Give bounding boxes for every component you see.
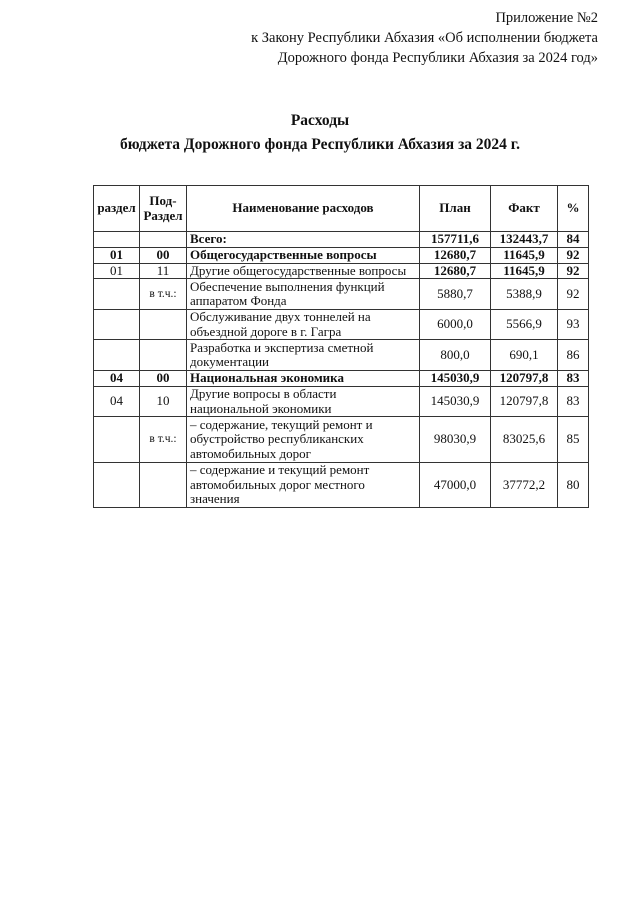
cell-fact: 132443,7 xyxy=(491,232,558,248)
cell-pct: 85 xyxy=(558,417,589,463)
cell-podrazdel: в т.ч.: xyxy=(140,417,187,463)
cell-podrazdel: 11 xyxy=(140,263,187,279)
cell-name: Разработка и экспертиза сметной документации xyxy=(187,340,420,371)
table-row xyxy=(94,417,589,463)
cell-name: – содержание, текущий ремонт и обустройство республиканских автомобильных дорог xyxy=(187,417,420,463)
cell-name: Другие вопросы в области национальной экономики xyxy=(187,387,420,417)
col-header-plan: План xyxy=(420,186,491,232)
cell-fact: 120797,8 xyxy=(491,387,558,417)
cell-fact: 5388,9 xyxy=(491,279,558,310)
col-header-fact: Факт xyxy=(491,186,558,232)
cell-razdel: 01 xyxy=(94,248,140,264)
doc-subtitle: бюджета Дорожного фонда Республики Абхазия за 2024 г. xyxy=(120,136,520,153)
cell-razdel xyxy=(94,232,140,248)
cell-razdel xyxy=(94,463,140,508)
cell-pct: 86 xyxy=(558,340,589,371)
table-header-row xyxy=(94,186,589,232)
appendix-header xyxy=(251,8,598,68)
cell-podrazdel xyxy=(140,310,187,340)
cell-fact: 11645,9 xyxy=(491,248,558,264)
cell-podrazdel xyxy=(140,463,187,508)
cell-pct: 80 xyxy=(558,463,589,508)
cell-pct: 93 xyxy=(558,310,589,340)
table-row xyxy=(94,232,589,248)
appendix-law-line1: к Закону Республики Абхазия «Об исполнении бюджета xyxy=(251,30,598,46)
cell-pct: 83 xyxy=(558,371,589,387)
cell-razdel xyxy=(94,310,140,340)
cell-plan: 145030,9 xyxy=(420,371,491,387)
cell-podrazdel xyxy=(140,232,187,248)
cell-razdel xyxy=(94,340,140,371)
cell-plan: 800,0 xyxy=(420,340,491,371)
cell-pct: 92 xyxy=(558,248,589,264)
cell-name: Общегосударственные вопросы xyxy=(187,248,420,264)
table-row xyxy=(94,340,589,371)
expenses-table xyxy=(93,185,589,508)
cell-fact: 5566,9 xyxy=(491,310,558,340)
cell-pct: 92 xyxy=(558,279,589,310)
cell-fact: 11645,9 xyxy=(491,263,558,279)
cell-plan: 6000,0 xyxy=(420,310,491,340)
col-header-razdel: раздел xyxy=(94,186,140,232)
cell-pct: 84 xyxy=(558,232,589,248)
cell-pct: 83 xyxy=(558,387,589,417)
cell-podrazdel: 10 xyxy=(140,387,187,417)
cell-plan: 5880,7 xyxy=(420,279,491,310)
cell-plan: 145030,9 xyxy=(420,387,491,417)
cell-pct: 92 xyxy=(558,263,589,279)
table-row xyxy=(94,310,589,340)
cell-name: – содержание и текущий ремонт автомобильных дорог местного значения xyxy=(187,463,420,508)
cell-razdel: 01 xyxy=(94,263,140,279)
col-header-name: Наименование расходов xyxy=(187,186,420,232)
table-row xyxy=(94,463,589,508)
cell-razdel xyxy=(94,417,140,463)
col-header-podrazdel: Под-Раздел xyxy=(140,186,187,232)
cell-fact: 37772,2 xyxy=(491,463,558,508)
cell-name: Всего: xyxy=(187,232,420,248)
cell-razdel xyxy=(94,279,140,310)
table-row xyxy=(94,279,589,310)
cell-podrazdel: в т.ч.: xyxy=(140,279,187,310)
cell-podrazdel: 00 xyxy=(140,371,187,387)
cell-plan: 157711,6 xyxy=(420,232,491,248)
table-row xyxy=(94,371,589,387)
table-row xyxy=(94,387,589,417)
cell-plan: 12680,7 xyxy=(420,263,491,279)
appendix-law-line2: Дорожного фонда Республики Абхазия за 2024 год» xyxy=(277,50,598,66)
cell-podrazdel xyxy=(140,340,187,371)
col-header-pct: % xyxy=(558,186,589,232)
cell-name: Национальная экономика xyxy=(187,371,420,387)
cell-plan: 12680,7 xyxy=(420,248,491,264)
cell-fact: 690,1 xyxy=(491,340,558,371)
cell-razdel: 04 xyxy=(94,371,140,387)
cell-razdel: 04 xyxy=(94,387,140,417)
table-row xyxy=(94,248,589,264)
cell-name: Другие общегосударственные вопросы xyxy=(187,263,420,279)
cell-name: Обеспечение выполнения функций аппаратом Фонда xyxy=(187,279,420,310)
cell-podrazdel: 00 xyxy=(140,248,187,264)
appendix-number: Приложение №2 xyxy=(495,10,598,26)
cell-name: Обслуживание двух тоннелей на объездной дороге в г. Гагра xyxy=(187,310,420,340)
table-row xyxy=(94,263,589,279)
cell-fact: 83025,6 xyxy=(491,417,558,463)
cell-fact: 120797,8 xyxy=(491,371,558,387)
cell-plan: 47000,0 xyxy=(420,463,491,508)
cell-plan: 98030,9 xyxy=(420,417,491,463)
doc-title: Расходы xyxy=(290,112,350,129)
